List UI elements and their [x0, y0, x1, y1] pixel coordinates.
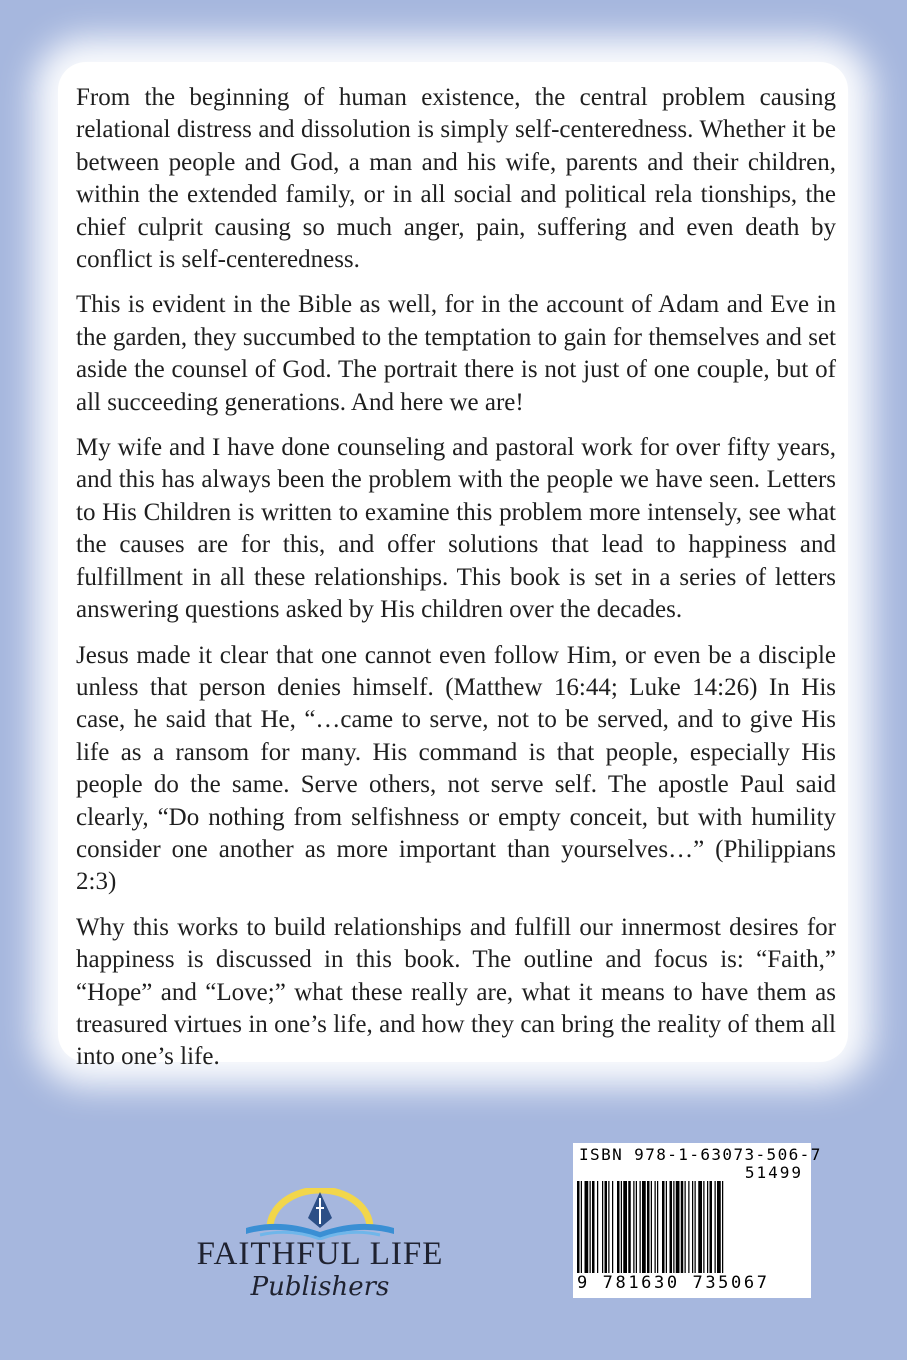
price-code: 51499 — [744, 1163, 803, 1182]
blurb-paragraph-5: Why this works to build relationships and fulfill our innermost desires for happiness is discussed in this book. The outline and focus is: “Faith,” “Hope” and “Love;” what these really are, what it means to have them as treasured virtues in one’s life, and how they can bring the reality of them all into one’s life. — [76, 913, 836, 1071]
barcode-bar — [608, 1181, 609, 1273]
barcode-bar — [581, 1181, 582, 1273]
barcode-bar — [640, 1181, 641, 1273]
publisher-logo — [185, 1188, 455, 1328]
blurb-paragraph-1: From the beginning of human existence, the central problem causing relational distress and dissolution is simply self-centeredness. Whether it be between people and God, a man and his wife, parents and their children, within the extended family, or in all social and political rela tionships, the chief culprit causing so much anger, pain, suffering and even death by conflict is self-centeredness. — [76, 84, 836, 274]
barcode-bar — [670, 1181, 673, 1273]
barcode-bar — [715, 1181, 716, 1273]
barcode-bar — [685, 1181, 686, 1273]
barcode-bar — [666, 1181, 667, 1273]
barcode-bar — [688, 1181, 689, 1273]
barcode-bar — [676, 1181, 680, 1273]
blurb-paragraph-4: Jesus made it clear that one cannot even follow Him, or even be a disciple unless that person denies himself. (Matthew 16:44; Luke 14:26) In His case, he said that He, “…came to serve, not to be served, and to give His life as a ransom for many. His command is that people, especially His people do the same. Serve others, not serve self. The apostle Paul said clearly, “Do nothing from selfishness or empty conceit, but with humility consider one another as more important than yourselves…” (Philippians 2:3) — [76, 641, 836, 896]
barcode-bar — [673, 1181, 674, 1273]
barcode-bar — [585, 1181, 589, 1273]
barcode-bar — [698, 1181, 702, 1273]
barcode-bar — [633, 1181, 634, 1273]
barcode-bar — [710, 1181, 713, 1273]
blurb-paragraph-2: This is evident in the Bible as well, for in the account of Adam and Eve in the garden, they succumbed to the temptation to gain for themselves and set aside the counsel of God. The portrait there is not just of one couple, but of all succeeding generations. And here we are! — [76, 291, 836, 416]
barcode-bar — [655, 1181, 656, 1273]
publisher-name: FAITHFUL LIFE — [196, 1236, 444, 1272]
barcode-bar — [602, 1181, 603, 1273]
barcode-bar — [657, 1181, 658, 1273]
barcode-bar — [703, 1181, 704, 1273]
barcode-bar — [695, 1181, 696, 1273]
barcode-bar — [651, 1181, 652, 1273]
barcode-bar — [577, 1181, 580, 1273]
barcode-bars — [577, 1181, 807, 1275]
barcode-bar — [692, 1181, 693, 1273]
barcode-bar — [592, 1181, 595, 1273]
blurb-text — [76, 82, 836, 1087]
barcode-bar — [681, 1181, 684, 1273]
barcode-bar — [642, 1181, 646, 1273]
barcode-bar — [621, 1181, 622, 1273]
isbn-barcode — [573, 1143, 822, 1298]
barcode-bar — [617, 1181, 620, 1273]
barcode-bar — [717, 1181, 721, 1273]
pen-book-sunrise-icon — [240, 1188, 400, 1240]
barcode-bar — [662, 1181, 665, 1273]
barcode-bar — [590, 1181, 591, 1273]
barcode-bar — [636, 1181, 637, 1273]
blurb-paragraph-3: My wife and I have done counseling and pastoral work for over fifty years, and this has always been the problem with the people we have seen. Letters to His Children is written to examine this problem more intensely, see what the causes are for this, and offer solutions that lead to happiness and fulfillment in all these relationships. This book is set in a series of letters answering questions asked by His children over the decades. — [76, 434, 836, 624]
barcode-bar — [628, 1181, 631, 1273]
barcode-bar — [605, 1181, 608, 1273]
barcode-bar — [722, 1181, 723, 1273]
barcode-bar — [647, 1181, 650, 1273]
ean-number: 9 781630 735067 — [577, 1273, 770, 1293]
barcode-bar — [597, 1181, 598, 1273]
barcode-bar — [623, 1181, 627, 1273]
isbn-label: ISBN 978-1-63073-506-7 — [579, 1145, 822, 1164]
publisher-subtitle: Publishers — [250, 1272, 390, 1302]
barcode-bar — [612, 1181, 613, 1273]
barcode-bar — [707, 1181, 708, 1273]
